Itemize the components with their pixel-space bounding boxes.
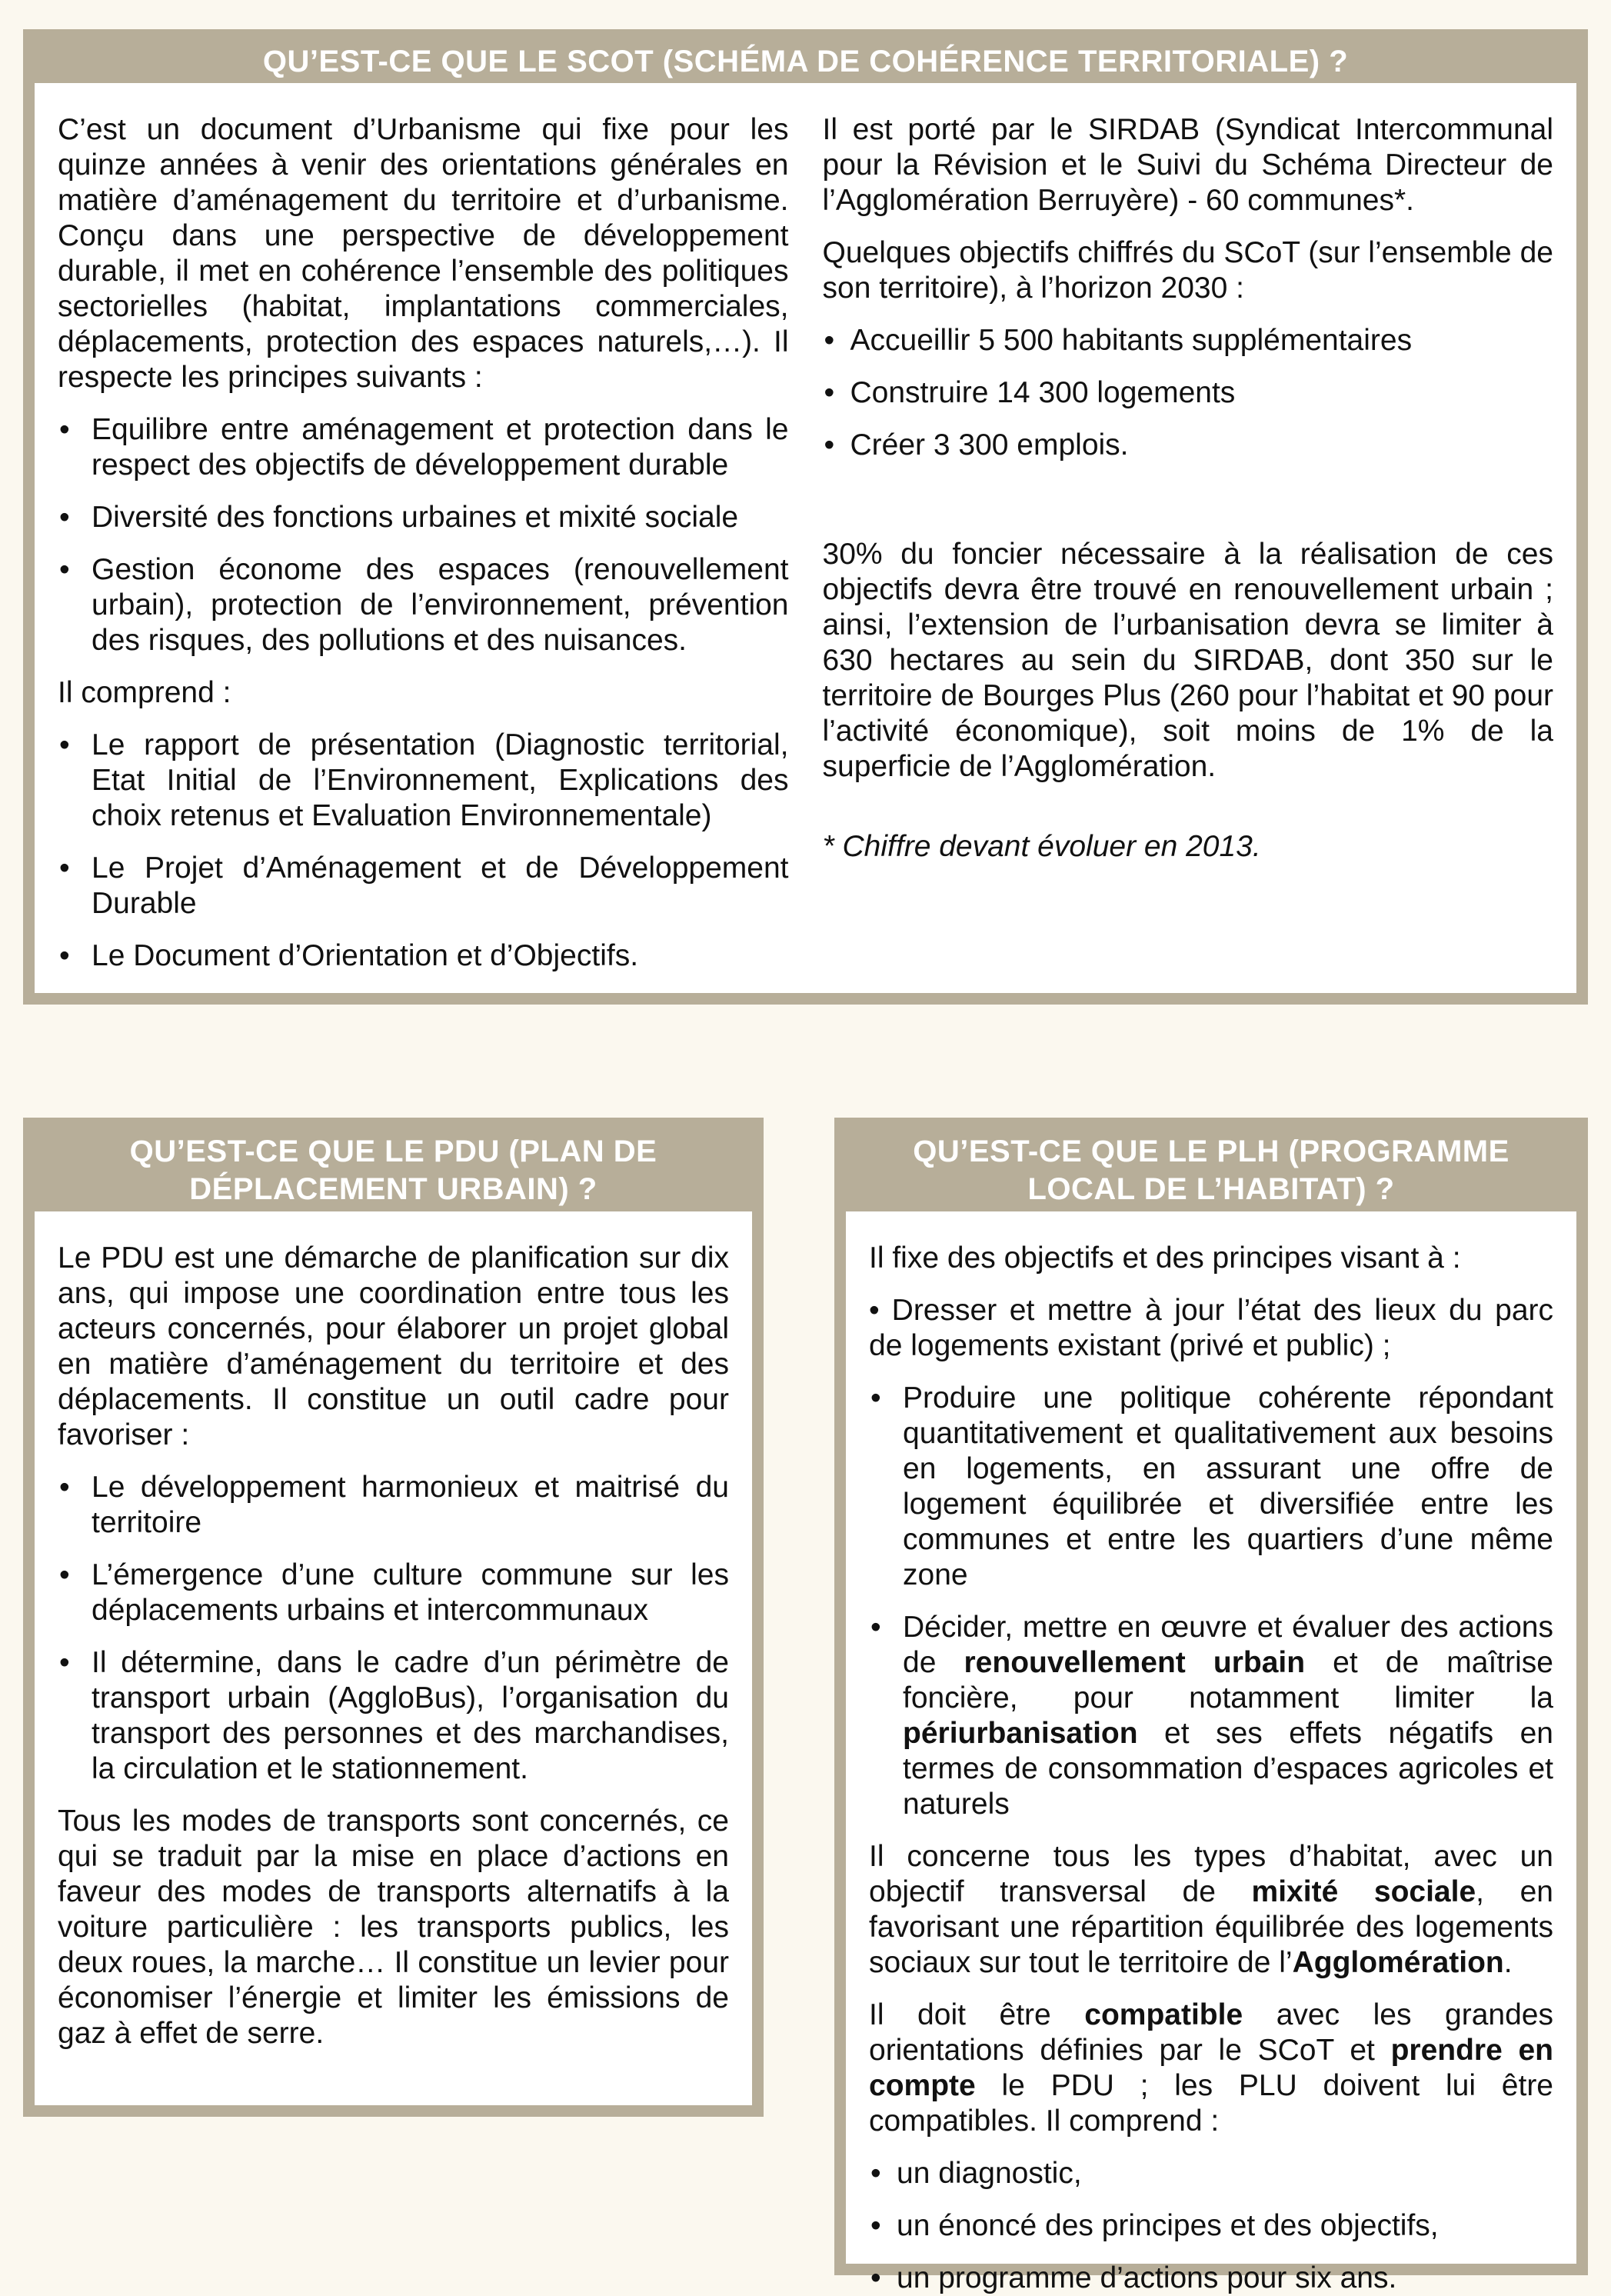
bullet-text: Produire une politique cohérente répondant quantitativement et qualitativement aux besoins en logements, en assurant une offre de logement équilibrée et diversifiée entre les communes et entre les quartiers d’une même zone: [903, 1381, 1553, 1591]
bullet-text: Créer 3 300 emplois.: [850, 428, 1129, 462]
bullet-item: [58, 1645, 729, 1787]
plh-content: [846, 1211, 1576, 2296]
bullet-text: Le rapport de présentation (Diagnostic territorial, Etat Initial de l’Environnement, Explications des choix retenus et Evaluation Environnementale): [92, 728, 789, 832]
paragraph: Quelques objectifs chiffrés du SCoT (sur l’ensemble de son territoire), à l’horizon 2030 :: [822, 236, 1553, 305]
scot-right-column: [823, 112, 1554, 991]
bullet-item: [869, 1610, 1553, 1822]
bullet-item: [869, 2156, 1553, 2191]
scot-section-header: [35, 41, 1576, 83]
footnote: * Chiffre devant évoluer en 2013.: [822, 830, 1261, 863]
bullet-item: [869, 1293, 1553, 1364]
paragraph: Il doit être compatible avec les grandes orientations définies par le SCoT et prendre en compte le PDU ; les PLU doivent lui être compatibles. Il comprend :: [869, 1998, 1553, 2138]
bullet-text: Le Document d’Orientation et d’Objectifs.: [92, 939, 639, 972]
bullet-item: [823, 323, 1554, 358]
paragraph: Il fixe des objectifs et des principes visant à :: [869, 1241, 1461, 1275]
pdu-section: [23, 1118, 764, 2117]
plh-title: QU’EST-CE QUE LE PLH (PROGRAMME LOCAL DE L’HABITAT) ?: [913, 1134, 1509, 1206]
scot-content: [35, 83, 1576, 991]
bullet-text: Il détermine, dans le cadre d’un périmètre de transport urbain (AggloBus), l’organisation du transport des personnes et des marchandises, la circulation et le stationnement.: [92, 1646, 729, 1785]
bullet-text: Décider, mettre en œuvre et évaluer des actions de renouvellement urbain et de maîtrise foncière, pour notamment limiter la périurbanisation et ses effets négatifs en termes de consommation d’espaces agricoles et naturels: [903, 1611, 1553, 1821]
paragraph: Le PDU est une démarche de planification sur dix ans, qui impose une coordination entre tous les acteurs concernés, pour élaborer un projet global en matière d’aménagement du territoire et des déplacements. Il constitue un outil cadre pour favoriser :: [58, 1241, 729, 1451]
paragraph: 30% du foncier nécessaire à la réalisation de ces objectifs devra être trouvé en renouvellement urbain ; ainsi, l’extension de l’urbanisation devra se limiter à 630 hectares au sein du SIRDAB, dont 350 sur le territoire de Bourges Plus (260 pour l’habitat et 90 pour l’activité économique), soit moins de 1% de la superficie de l’Agglomération.: [822, 538, 1553, 783]
bullet-item: [58, 500, 789, 535]
bullet-item: [823, 428, 1554, 463]
paragraph: Il concerne tous les types d’habitat, avec un objectif transversal de mixité sociale, en favorisant une répartition équilibrée des logements sociaux sur tout le territoire de l’Agglomération.: [869, 1840, 1553, 1979]
bullet-text: Construire 14 300 logements: [850, 376, 1236, 409]
bullet-item: [58, 412, 789, 483]
bullet-text: L’émergence d’une culture commune sur les déplacements urbains et intercommunaux: [92, 1558, 729, 1627]
pdu-title: QU’EST-CE QUE LE PDU (PLAN DE DÉPLACEMENT URBAIN) ?: [129, 1134, 657, 1206]
bullet-item: [58, 1558, 729, 1628]
bullet-item: [58, 728, 789, 834]
bullet-text: Accueillir 5 500 habitants supplémentaires: [850, 324, 1413, 357]
bullet-text: Le développement harmonieux et maitrisé du territoire: [92, 1471, 729, 1539]
bullet-text: Gestion économe des espaces (renouvellement urbain), protection de l’environnement, prévention des risques, des pollutions et des nuisances.: [92, 553, 789, 657]
bullet-text: un énoncé des principes et des objectifs,: [897, 2209, 1439, 2242]
bullet-text: Equilibre entre aménagement et protection dans le respect des objectifs de développement durable: [92, 413, 789, 482]
plh-section: [834, 1118, 1588, 2294]
bullet-text: Diversité des fonctions urbaines et mixité sociale: [92, 501, 739, 534]
bullet-item: [58, 552, 789, 658]
bullet-item: [869, 2208, 1553, 2244]
bullet-text: un programme d’actions pour six ans.: [897, 2261, 1397, 2294]
paragraph: Il comprend :: [58, 676, 231, 709]
bullet-text: Le Projet d’Aménagement et de Développement Durable: [92, 851, 789, 920]
bullet-item: [823, 375, 1554, 411]
pdu-section-header: [35, 1129, 752, 1211]
paragraph: Il est porté par le SIRDAB (Syndicat Intercommunal pour la Révision et le Suivi du Schéma Directeur de l’Agglomération Berruyère) - 60 communes*.: [822, 113, 1553, 217]
scot-left-column: [58, 112, 789, 991]
bullet-text: un diagnostic,: [897, 2157, 1082, 2190]
bullet-text: Dresser et mettre à jour l’état des lieux du parc de logements existant (privé et public) ;: [869, 1294, 1553, 1362]
scot-section: [23, 29, 1588, 1005]
bullet-item: [869, 1381, 1553, 1593]
bullet-item: [58, 1470, 729, 1541]
plh-section-header: [846, 1129, 1576, 1211]
scot-title: QU’EST-CE QUE LE SCOT (SCHÉMA DE COHÉRENCE TERRITORIALE) ?: [262, 45, 1349, 78]
bullet-item: [869, 2261, 1553, 2296]
pdu-content: [35, 1211, 752, 2051]
paragraph: C’est un document d’Urbanisme qui fixe pour les quinze années à venir des orientations générales en matière d’aménagement du territoire et d’urbanisme. Conçu dans une perspective de développement durable, il met en cohérence l’ensemble des politiques sectorielles (habitat, implantations commerciales, déplacements, protection des espaces naturels,…). Il respecte les principes suivants :: [58, 113, 789, 394]
paragraph: Tous les modes de transports sont concernés, ce qui se traduit par la mise en place d’actions en faveur des modes de transports alternatifs à la voiture particulière : les transports publics, les deux roues, la marche… Il constitue un levier pour économiser l’énergie et limiter les émissions de gaz à effet de serre.: [58, 1804, 729, 2050]
bullet-item: [58, 851, 789, 921]
bullet-item: [58, 938, 789, 974]
